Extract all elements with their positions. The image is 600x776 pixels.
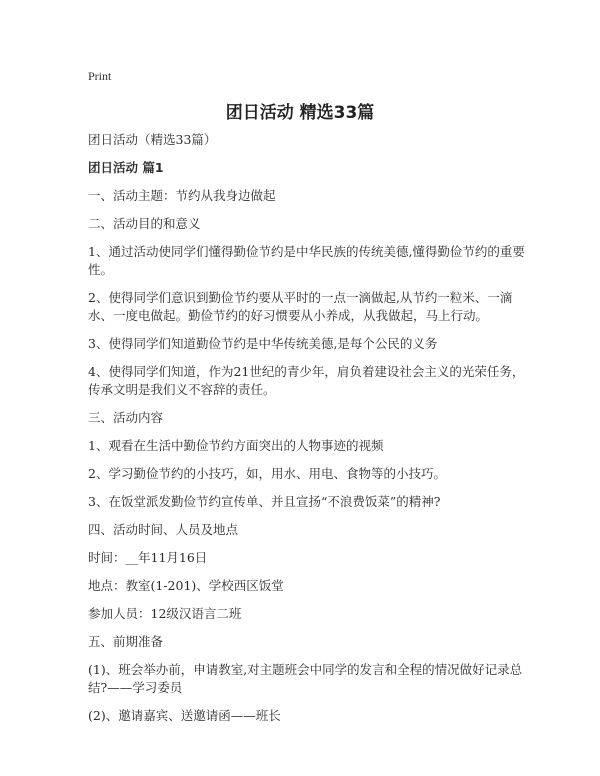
- paragraph: 三、活动内容: [88, 410, 164, 425]
- page-title: 团日活动 精选33篇: [225, 103, 375, 123]
- paragraph: 1、观看在生活中勤俭节约方面突出的人物事迹的视频: [88, 438, 384, 453]
- paragraph: 五、前期准备: [88, 634, 164, 649]
- print-label: Print: [88, 69, 112, 83]
- paragraph: 地点：教室(1-201)、学校西区饭堂: [88, 578, 284, 593]
- paragraph: 1、通过活动使同学们懂得勤俭节约是中华民族的传统美德,懂得勤俭节约的重要性。: [88, 244, 525, 277]
- paragraph: 二、活动目的和意义: [88, 216, 201, 231]
- section-heading: 团日活动 篇1: [88, 160, 164, 175]
- paragraph: 时间：__年11月16日: [88, 550, 208, 565]
- paragraph: (2)、邀请嘉宾、送邀请函——班长: [88, 708, 281, 723]
- document-body: [88, 131, 528, 735]
- paragraph: 4、使得同学们知道，作为21世纪的青少年，肩负着建设社会主义的光荣任务，传承文明是我们义不容辞的责任。: [88, 364, 525, 397]
- paragraph: 2、使得同学们意识到勤俭节约要从平时的一点一滴做起,从节约一粒米、一滴水、一度电做起。勤俭节约的好习惯要从小养成，从我做起，马上行动。: [88, 290, 513, 323]
- paragraph: (1)、班会举办前，申请教室,对主题班会中同学的发言和全程的情况做好记录总结?——学习委员: [88, 662, 523, 695]
- document-subtitle: 团日活动（精选33篇）: [88, 132, 217, 147]
- paragraph: 四、活动时间、人员及地点: [88, 522, 239, 537]
- paragraph: 参加人员：12级汉语言二班: [88, 606, 242, 621]
- paragraph: 2、学习勤俭节约的小技巧，如，用水、用电、食物等的小技巧。: [88, 466, 446, 481]
- paragraph: 一、活动主题：节约从我身边做起: [88, 188, 276, 203]
- paragraph: 3、使得同学们知道勤俭节约是中华传统美德,是每个公民的义务: [88, 336, 438, 351]
- paragraph: 3、在饭堂派发勤俭节约宣传单、并且宣扬“不浪费饭菜”的精神?: [88, 494, 441, 509]
